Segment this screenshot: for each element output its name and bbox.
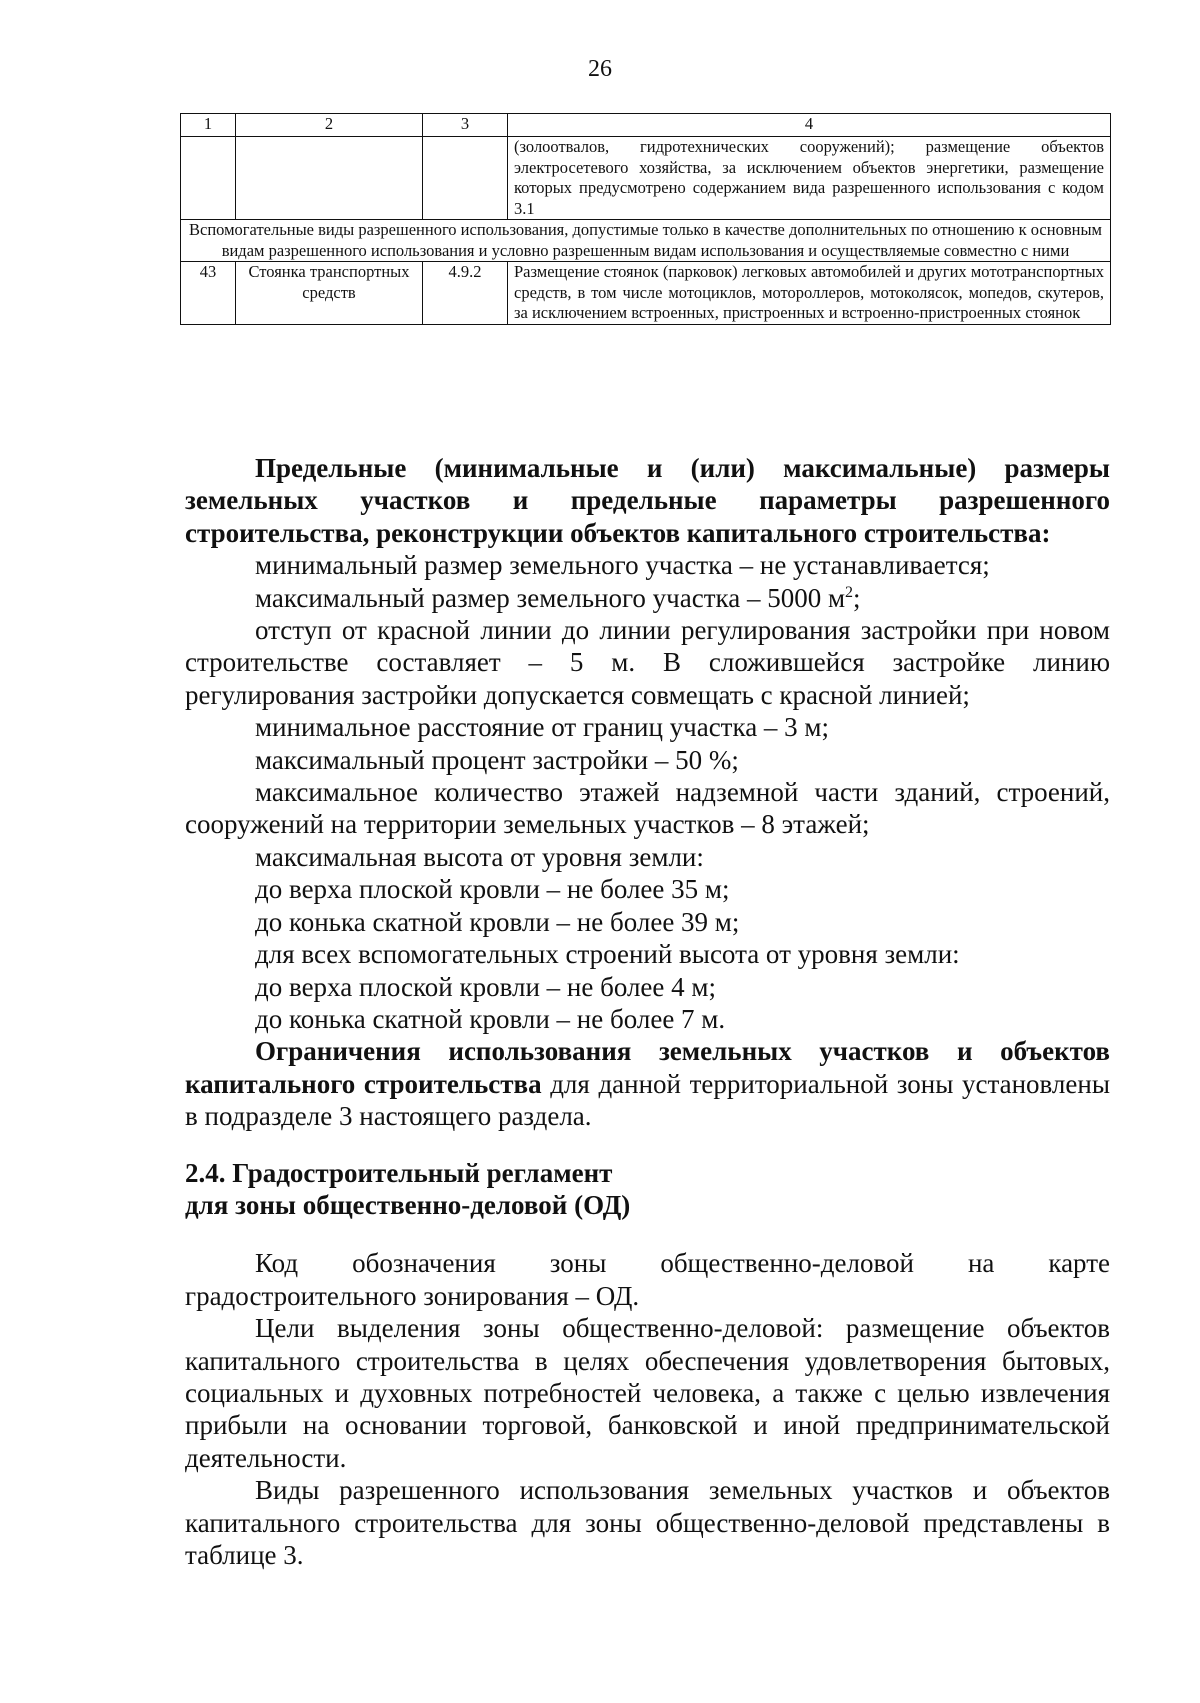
restrictions-rest: для данной территориальной зоны установлены в подразделе 3 настоящего раздела. <box>185 1068 1110 1132</box>
table-row <box>181 137 1111 220</box>
max-area-end: ; <box>853 582 861 613</box>
section-title-line2: для зоны общественно-деловой (ОД) <box>185 1189 631 1220</box>
restrictions-bold: Ограничения использования земельных участков и объектов капитального строительства <box>185 1036 1110 1099</box>
zone-code-paragraph: Код обозначения зоны общественно-деловой на карте градостроительного зонирования – ОД. <box>185 1248 1110 1311</box>
empty-cell <box>181 137 236 220</box>
max-area-superscript: 2 <box>845 583 854 601</box>
empty-cell <box>423 137 508 220</box>
use-code: 4.9.2 <box>423 262 508 325</box>
use-description: Размещение стоянок (парковок) легковых автомобилей и других мототранспортных средств, в том числе мотоциклов, мотороллеров, мотоколясок, мопедов, скутеров, за исключением встроенных, пристроенных и встроенно-пристроенных стоянок <box>508 262 1111 325</box>
section-header-row <box>181 220 1111 262</box>
limit-item: отступ от красной линии до линии регулирования застройки при новом строительстве составляет – 5 м. В сложившейся застройке линию регулирования застройки допускается совмещать с красной линией; <box>185 615 1110 710</box>
limits-title: Предельные (минимальные и (или) максимальные) размеры земельных участков и предельные параметры разрешенного строительства, реконструкции объектов капитального строительства: <box>185 453 1110 548</box>
empty-cell <box>236 137 423 220</box>
zone-goals-paragraph: Цели выделения зоны общественно-деловой: размещение объектов капитального строительства в целях обеспечения удовлетворения бытовых, социальных и духовных потребностей человека, а также с целью извлечения прибыли на основании торговой, банковской и иной предпринимательской деятельности. <box>185 1313 1110 1473</box>
col-header-3: 3 <box>423 114 508 137</box>
row-number: 43 <box>181 262 236 325</box>
land-use-table <box>180 113 1111 325</box>
col-header-4: 4 <box>508 114 1111 137</box>
limit-item: для всех вспомогательных строений высота от уровня земли: <box>255 939 960 970</box>
auxiliary-uses-header: Вспомогательные виды разрешенного использования, допустимые только в качестве дополнительных по отношению к основным видам разрешенного использования и условно разрешенным видам использования и осуществляемые совместно с ними <box>181 220 1111 262</box>
limit-item: минимальное расстояние от границ участка – 3 м; <box>255 712 830 743</box>
use-name: Стоянка транспортных средств <box>236 262 423 325</box>
limit-item: максимальный процент застройки – 50 %; <box>255 744 739 775</box>
limit-item: до конька скатной кровли – не более 39 м; <box>255 906 740 937</box>
document-body <box>185 452 1110 1571</box>
page-number: 26 <box>588 56 612 82</box>
limit-item: максимальное количество этажей надземной части зданий, строений, сооружений на территории земельных участков – 8 этажей; <box>185 777 1110 840</box>
col-header-2: 2 <box>236 114 423 137</box>
limit-item: до верха плоской кровли – не более 4 м; <box>255 971 716 1002</box>
restrictions-paragraph <box>185 1035 1110 1132</box>
col-header-1: 1 <box>181 114 236 137</box>
section-title-line1: 2.4. Градостроительный регламент <box>185 1157 613 1188</box>
limit-item: максимальная высота от уровня земли: <box>255 841 704 872</box>
max-area-text: максимальный размер земельного участка – 5000 м <box>255 582 846 613</box>
limit-item: до конька скатной кровли – не более 7 м. <box>255 1003 726 1034</box>
continuation-description: (золоотвалов, гидротехнических сооружений); размещение объектов электросетевого хозяйства, за исключением объектов энергетики, размещение которых предусмотрено содержанием вида разрешенного использования с кодом 3.1 <box>508 137 1111 220</box>
table-header-row <box>181 114 1111 137</box>
table-row <box>181 262 1111 325</box>
limit-item-max-area <box>185 582 1110 614</box>
limit-item: до верха плоской кровли – не более 35 м; <box>255 874 730 905</box>
zone-uses-paragraph: Виды разрешенного использования земельных участков и объектов капитального строительства для зоны общественно-деловой представлены в таблице 3. <box>185 1475 1110 1570</box>
limit-item: минимальный размер земельного участка – не устанавливается; <box>255 550 990 581</box>
